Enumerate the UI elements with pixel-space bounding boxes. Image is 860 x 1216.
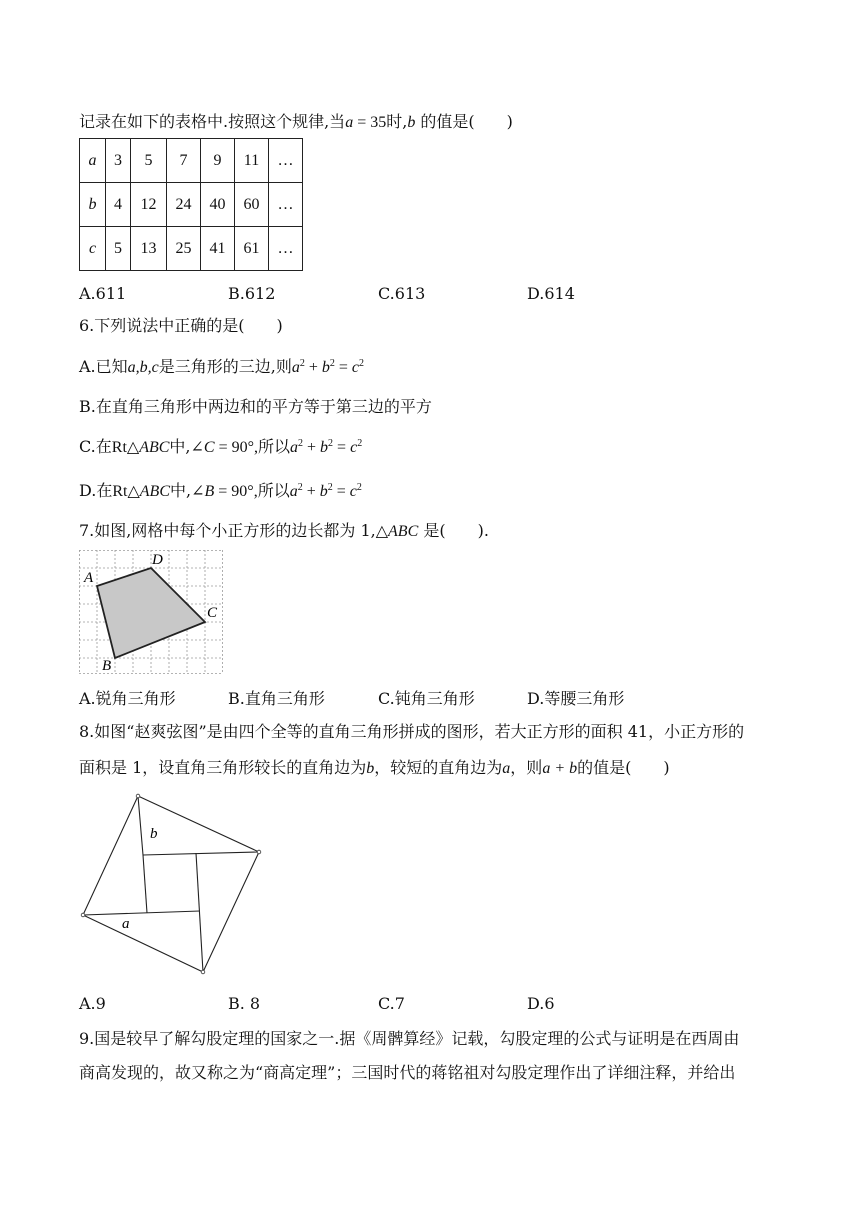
option-c[interactable]: C.613	[378, 284, 426, 303]
inner-line	[143, 852, 259, 855]
option-a[interactable]: A.9	[79, 994, 106, 1013]
table-cell: 5	[106, 227, 131, 271]
option-b[interactable]: B.直角三角形	[228, 689, 325, 708]
sequence-table	[79, 138, 303, 271]
option-c[interactable]: C.钝角三角形	[378, 689, 475, 708]
q7-stem: 7.如图,网格中每个小正方形的边长都为 1,△ABC 是( ).	[79, 521, 489, 540]
label-a: a	[122, 916, 130, 932]
q8-stem-line1: 8.如图“赵爽弦图”是由四个全等的直角三角形拼成的图形，若大正方形的面积 41，小正方形的	[79, 722, 745, 741]
q6-option-b[interactable]: B.在直角三角形中两边和的平方等于第三边的平方	[79, 397, 432, 416]
table-cell: 25	[167, 227, 201, 271]
vertex-label-a: A	[84, 570, 94, 586]
table-cell: 3	[106, 139, 131, 183]
vertex-label-c: C	[207, 605, 218, 621]
table-row	[80, 227, 303, 271]
vertex-label-b: B	[102, 658, 112, 674]
option-b[interactable]: B. 8	[228, 994, 261, 1013]
q9-stem-line2: 商高发现的，故又称之为“商高定理”；三国时代的蒋铭祖对勾股定理作出了详细注释，并给出	[79, 1063, 736, 1082]
q6-option-a[interactable]: A.已知a,b,c是三角形的三边,则$a^2 + b^2 = c^2$	[79, 357, 365, 376]
outer-square	[83, 796, 259, 972]
vertex-label-d: D	[152, 552, 163, 568]
table-row	[80, 183, 303, 227]
q8-stem-line2: 面积是 1，设直角三角形较长的直角边为b，较短的直角边为a，则a + b的值是( )	[79, 758, 670, 777]
table-cell: 12	[131, 183, 167, 227]
table-cell: 7	[167, 139, 201, 183]
table-cell: b	[80, 183, 106, 227]
option-d[interactable]: D.614	[527, 284, 575, 303]
table-cell: 13	[131, 227, 167, 271]
inner-line	[83, 911, 200, 915]
table-row	[80, 139, 303, 183]
inner-line	[143, 855, 147, 913]
option-d[interactable]: D.6	[527, 994, 555, 1013]
table-cell: 9	[201, 139, 235, 183]
inner-line	[138, 796, 143, 855]
table-cell: …	[269, 139, 303, 183]
table-cell: …	[269, 227, 303, 271]
table-cell: 5	[131, 139, 167, 183]
option-d[interactable]: D.等腰三角形	[527, 689, 625, 708]
table-cell: 4	[106, 183, 131, 227]
q6-option-c[interactable]: C.在Rt△ABC中,∠C = 90°,所以$a^2 + b^2 = c^2$	[79, 437, 363, 456]
zhaoshuang-figure	[79, 792, 269, 982]
table-cell: …	[269, 183, 303, 227]
q5-stem: 记录在如下的表格中.按照这个规律,当a = 35时,b 的值是( )	[79, 112, 513, 131]
table-cell: 61	[235, 227, 269, 271]
table-cell: 24	[167, 183, 201, 227]
table-cell: c	[80, 227, 106, 271]
inner-line	[196, 853, 203, 972]
grid-figure	[79, 550, 223, 674]
q6-stem: 6.下列说法中正确的是( )	[79, 316, 283, 335]
q9-stem-line1: 9.国是较早了解勾股定理的国家之一.据《周髀算经》记载，勾股定理的公式与证明是在西周由	[79, 1029, 740, 1048]
option-b[interactable]: B.612	[228, 284, 276, 303]
table-cell: 11	[235, 139, 269, 183]
table-cell: 40	[201, 183, 235, 227]
option-c[interactable]: C.7	[378, 994, 405, 1013]
option-a[interactable]: A.锐角三角形	[79, 689, 176, 708]
label-b: b	[150, 826, 158, 842]
option-a[interactable]: A.611	[79, 284, 127, 303]
table-cell: a	[80, 139, 106, 183]
table-cell: 60	[235, 183, 269, 227]
table-cell: 41	[201, 227, 235, 271]
q6-option-d[interactable]: D.在Rt△ABC中,∠B = 90°,所以$a^2 + b^2 = c^2$	[79, 481, 362, 500]
quadrilateral-abcd	[97, 568, 205, 658]
